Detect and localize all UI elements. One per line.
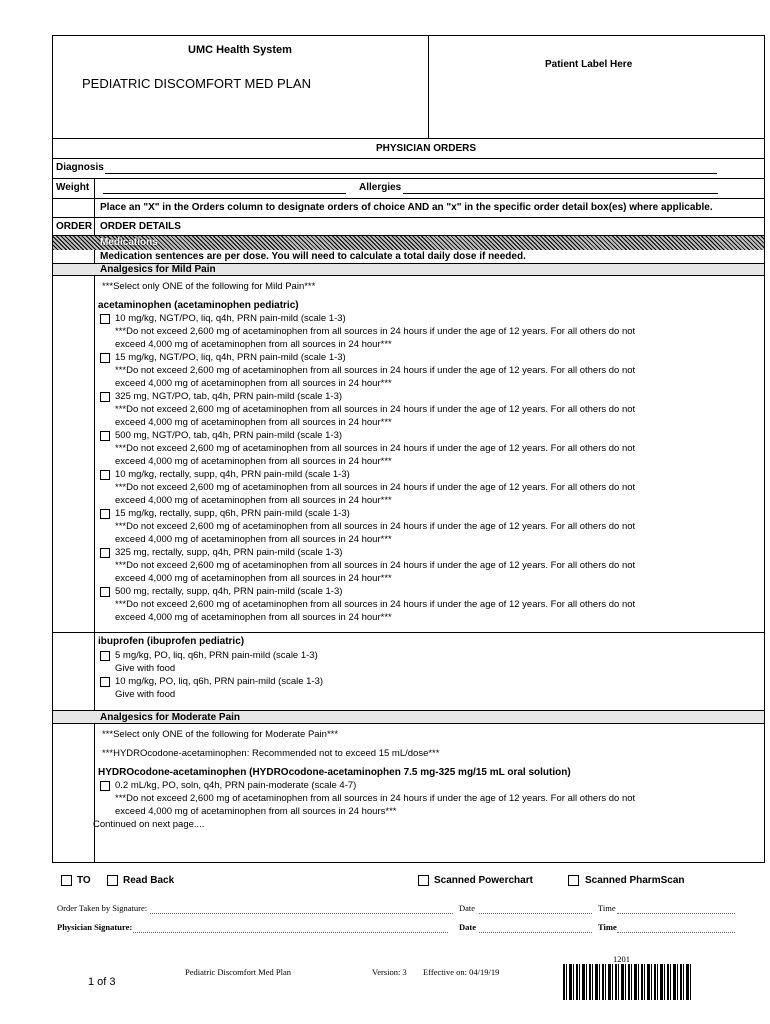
- order-taken-date-field[interactable]: [479, 913, 592, 914]
- acetaminophen-warning: ***Do not exceed 2,600 mg of acetaminophen from all sources in 24 hours if under the age of 12 years. For all others do not: [115, 404, 636, 415]
- scanned-powerchart-checkbox[interactable]: [418, 875, 429, 886]
- acetaminophen-option: 10 mg/kg, NGT/PO, liq, q4h, PRN pain-mild (scale 1-3): [115, 313, 346, 324]
- acetaminophen-option-checkbox[interactable]: [100, 587, 110, 597]
- to-checkbox[interactable]: [61, 875, 72, 886]
- hydrocodone-title: HYDROcodone-acetaminophen (HYDROcodone-acetaminophen 7.5 mg-325 mg/15 mL oral solution): [98, 767, 571, 778]
- order-details-header: ORDER DETAILS: [100, 221, 181, 232]
- hydrocodone-option: 0.2 mL/kg, PO, soln, q4h, PRN pain-moderate (scale 4-7): [115, 780, 357, 791]
- divider: [53, 632, 764, 633]
- read-back-label: Read Back: [123, 875, 175, 886]
- acetaminophen-option-checkbox[interactable]: [100, 392, 110, 402]
- ibuprofen-food-note: Give with food: [115, 689, 176, 700]
- medications-heading: Medications: [100, 237, 158, 248]
- moderate-select-note: ***Select only ONE of the following for Moderate Pain***: [102, 729, 339, 740]
- acetaminophen-warning: exceed 4,000 mg of acetaminophen from all sources in 24 hour***: [115, 456, 392, 467]
- acetaminophen-title: acetaminophen (acetaminophen pediatric): [98, 300, 299, 311]
- acetaminophen-warning: exceed 4,000 mg of acetaminophen from all sources in 24 hour***: [115, 495, 392, 506]
- physician-time-field[interactable]: [617, 932, 735, 933]
- order-taken-date-label: Date: [459, 903, 476, 913]
- ibuprofen-option: 5 mg/kg, PO, liq, q6h, PRN pain-mild (scale 1-3): [115, 650, 318, 661]
- mild-pain-heading: Analgesics for Mild Pain: [100, 264, 216, 275]
- diagnosis-label: Diagnosis: [56, 162, 104, 173]
- patient-label: Patient Label Here: [545, 59, 633, 70]
- divider: [53, 178, 764, 179]
- medications-note: Medication sentences are per dose. You will need to calculate a total daily dose if needed.: [100, 251, 526, 262]
- order-taken-time-field[interactable]: [617, 913, 735, 914]
- divider: [53, 158, 764, 159]
- physician-orders-heading: PHYSICIAN ORDERS: [376, 143, 477, 154]
- acetaminophen-option: 10 mg/kg, rectally, supp, q4h, PRN pain-mild (scale 1-3): [115, 469, 350, 480]
- form-number: 1201: [613, 954, 630, 964]
- divider: [53, 198, 764, 199]
- weight-field[interactable]: [103, 193, 346, 194]
- acetaminophen-warning: ***Do not exceed 2,600 mg of acetaminophen from all sources in 24 hours if under the age of 12 years. For all others do not: [115, 365, 636, 376]
- header-divider: [428, 36, 429, 138]
- ibuprofen-option-checkbox[interactable]: [100, 677, 110, 687]
- divider: [53, 275, 764, 276]
- acetaminophen-warning: exceed 4,000 mg of acetaminophen from all sources in 24 hour***: [115, 573, 392, 584]
- read-back-checkbox[interactable]: [107, 875, 118, 886]
- ibuprofen-title: ibuprofen (ibuprofen pediatric): [98, 636, 245, 647]
- physician-date-field[interactable]: [479, 932, 592, 933]
- acetaminophen-warning: exceed 4,000 mg of acetaminophen from all sources in 24 hour***: [115, 417, 392, 428]
- acetaminophen-warning: exceed 4,000 mg of acetaminophen from all sources in 24 hour***: [115, 339, 392, 350]
- scanned-pharmscan-label: Scanned PharmScan: [585, 875, 685, 886]
- acetaminophen-option: 500 mg, NGT/PO, tab, q4h, PRN pain-mild (scale 1-3): [115, 430, 343, 441]
- acetaminophen-warning: ***Do not exceed 2,600 mg of acetaminophen from all sources in 24 hours if under the age of 12 years. For all others do not: [115, 443, 636, 454]
- acetaminophen-warning: ***Do not exceed 2,600 mg of acetaminophen from all sources in 24 hours if under the age of 12 years. For all others do not: [115, 599, 636, 610]
- footer-effective-date: Effective on: 04/19/19: [423, 967, 500, 977]
- order-column-divider: [94, 178, 95, 862]
- medications-bar: [53, 236, 764, 250]
- to-label: TO: [77, 875, 91, 886]
- hydrocodone-warning: ***Do not exceed 2,600 mg of acetaminophen from all sources in 24 hours if under the age of 12 years. For all others do not: [115, 793, 636, 804]
- acetaminophen-warning: ***Do not exceed 2,600 mg of acetaminophen from all sources in 24 hours if under the age of 12 years. For all others do not: [115, 326, 636, 337]
- ibuprofen-option-checkbox[interactable]: [100, 651, 110, 661]
- divider: [53, 723, 764, 724]
- allergies-label: Allergies: [359, 182, 402, 193]
- acetaminophen-warning: ***Do not exceed 2,600 mg of acetaminophen from all sources in 24 hours if under the age of 12 years. For all others do not: [115, 482, 636, 493]
- acetaminophen-option: 500 mg, rectally, supp, q4h, PRN pain-mild (scale 1-3): [115, 586, 343, 597]
- order-taken-signature-field[interactable]: [150, 913, 453, 914]
- physician-signature-field[interactable]: [133, 932, 448, 933]
- order-taken-time-label: Time: [598, 903, 616, 913]
- page-title: PEDIATRIC DISCOMFORT MED PLAN: [82, 76, 311, 91]
- moderate-pain-heading: Analgesics for Moderate Pain: [100, 712, 241, 723]
- hydrocodone-note: ***HYDROcodone-acetaminophen: Recommended not to exceed 15 mL/dose***: [102, 748, 440, 759]
- acetaminophen-option-checkbox[interactable]: [100, 548, 110, 558]
- order-taken-label: Order Taken by Signature:: [57, 903, 148, 913]
- physician-time-label: Time: [598, 922, 617, 932]
- acetaminophen-warning: ***Do not exceed 2,600 mg of acetaminophen from all sources in 24 hours if under the age of 12 years. For all others do not: [115, 521, 636, 532]
- org-name: UMC Health System: [188, 44, 292, 56]
- acetaminophen-warning: exceed 4,000 mg of acetaminophen from all sources in 24 hour***: [115, 378, 392, 389]
- page-number: 1 of 3: [88, 976, 116, 988]
- barcode: [563, 964, 693, 1000]
- acetaminophen-warning: exceed 4,000 mg of acetaminophen from all sources in 24 hour***: [115, 534, 392, 545]
- order-column-header: ORDER: [56, 221, 93, 232]
- ibuprofen-option: 10 mg/kg, PO, liq, q6h, PRN pain-mild (scale 1-3): [115, 676, 324, 687]
- acetaminophen-option-checkbox[interactable]: [100, 353, 110, 363]
- acetaminophen-option-checkbox[interactable]: [100, 314, 110, 324]
- acetaminophen-option: 325 mg, NGT/PO, tab, q4h, PRN pain-mild (scale 1-3): [115, 391, 343, 402]
- physician-date-label: Date: [459, 922, 476, 932]
- divider: [53, 217, 764, 218]
- divider: [53, 138, 764, 139]
- allergies-field[interactable]: [403, 193, 718, 194]
- instruction-text: Place an "X" in the Orders column to designate orders of choice AND an "x" in the specific order detail box(es) where applicable.: [100, 202, 713, 213]
- acetaminophen-option: 325 mg, rectally, supp, q4h, PRN pain-mild (scale 1-3): [115, 547, 343, 558]
- hydrocodone-warning: exceed 4,000 mg of acetaminophen from all sources in 24 hours***: [115, 806, 397, 817]
- acetaminophen-option: 15 mg/kg, NGT/PO, liq, q4h, PRN pain-mild (scale 1-3): [115, 352, 346, 363]
- diagnosis-field[interactable]: [105, 173, 717, 174]
- ibuprofen-food-note: Give with food: [115, 663, 176, 674]
- scanned-powerchart-label: Scanned Powerchart: [434, 875, 533, 886]
- hydrocodone-option-checkbox[interactable]: [100, 781, 110, 791]
- acetaminophen-option-checkbox[interactable]: [100, 470, 110, 480]
- acetaminophen-warning: ***Do not exceed 2,600 mg of acetaminophen from all sources in 24 hours if under the age of 12 years. For all others do not: [115, 560, 636, 571]
- weight-label: Weight: [56, 182, 90, 193]
- scanned-pharmscan-checkbox[interactable]: [568, 875, 579, 886]
- physician-signature-label: Physician Signature:: [57, 922, 133, 932]
- mild-select-note: ***Select only ONE of the following for Mild Pain***: [102, 281, 316, 292]
- acetaminophen-option-checkbox[interactable]: [100, 431, 110, 441]
- acetaminophen-option-checkbox[interactable]: [100, 509, 110, 519]
- footer-version: Version: 3: [372, 967, 407, 977]
- acetaminophen-warning: exceed 4,000 mg of acetaminophen from all sources in 24 hour***: [115, 612, 392, 623]
- acetaminophen-option: 15 mg/kg, rectally, supp, q6h, PRN pain-mild (scale 1-3): [115, 508, 350, 519]
- continued-note: Continued on next page....: [93, 819, 205, 830]
- footer-doc-name: Pediatric Discomfort Med Plan: [185, 967, 291, 977]
